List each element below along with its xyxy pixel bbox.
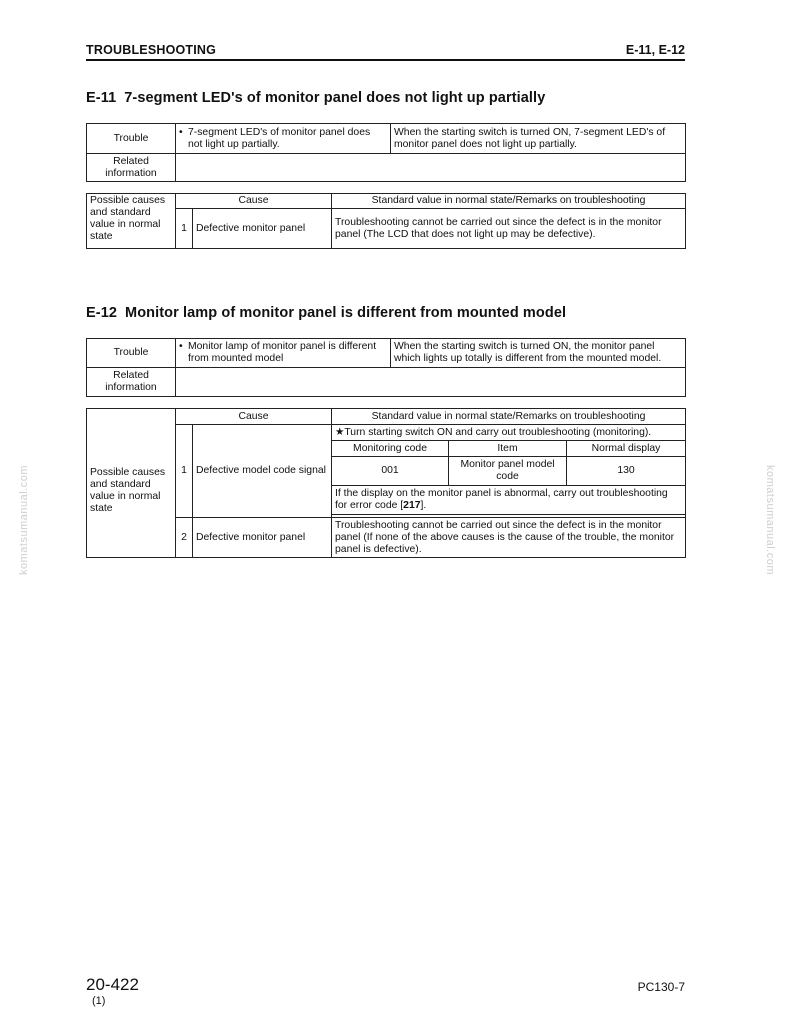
e11-code: E-11 [86,90,117,106]
e12-trouble-label: Trouble [87,339,176,368]
watermark-right: komatsumanual.com [764,465,776,575]
e12-row1-no: 1 [176,425,193,518]
section-header: TROUBLESHOOTING [86,43,217,57]
e12-related-label: Related information [87,368,176,397]
error-codes-header: E-11, E-12 [625,43,685,57]
e11-trouble-detail: When the starting switch is turned ON, 7-segment LED's of monitor panel does not light up partially. [391,124,686,154]
e12-col-cause: Cause [176,409,332,425]
star-icon: ★ [335,426,345,438]
e11-col-cause: Cause [176,194,332,209]
e11-col-standard: Standard value in normal state/Remarks on troubleshooting [332,194,686,209]
e11-row1-remark: Troubleshooting cannot be carried out since the defect is in the monitor panel (The LCD that does not light up may be defective). [332,209,686,249]
e12-row2-cause: Defective monitor panel [193,518,332,558]
e11-row1-no: 1 [176,209,193,249]
error-code-link: 217 [403,500,421,511]
e12-causes-label: Possible causes and standard value in normal state [87,425,176,558]
header-rule [86,59,685,61]
e11-causes-table [86,193,686,249]
e11-trouble-item: • 7-segment LED's of monitor panel does not light up partially. [176,124,391,154]
e12-row2-no: 2 [176,518,193,558]
e11-related-value [176,154,686,182]
e11-trouble-item-text: 7-segment LED's of monitor panel does not light up partially. [188,126,371,150]
e11-related-label: Related information [87,154,176,182]
e11-trouble-table [86,123,686,182]
e12-trouble-detail: When the starting switch is turned ON, the monitor panel which lights up totally is different from the mounted model. [391,339,686,368]
e12-row1-cause: Defective model code signal [193,425,332,518]
e12-sub-header-display: Normal display [567,441,686,457]
page-number: 20-422 [86,975,139,994]
e12-title-text: Monitor lamp of monitor panel is different from mounted model [125,305,567,321]
watermark-left: komatsumanual.com [18,465,30,575]
e12-trouble-item-text: Monitor lamp of monitor panel is different from mounted model [188,341,377,364]
e11-row1-cause: Defective monitor panel [193,209,332,249]
e11-title [86,90,545,106]
e12-sub-value-item: Monitor panel model code [449,457,567,486]
revision: (1) [92,995,106,1007]
e12-col-standard: Standard value in normal state/Remarks on troubleshooting [332,409,686,425]
e12-sub-value-code: 001 [332,457,449,486]
e12-title [86,305,566,321]
e11-trouble-label: Trouble [87,124,176,154]
e11-title-text: 7-segment LED's of monitor panel does not light up partially [124,90,546,106]
e12-row2-remark: Troubleshooting cannot be carried out since the defect is in the monitor panel (If none of the above causes is the cause of the trouble, the monitor panel is defective). [332,518,686,558]
e12-trouble-table [86,338,686,397]
e12-sub-header-item: Item [449,441,567,457]
e12-causes-table [86,408,686,558]
e11-causes-label: Possible causes and standard value in normal state [87,194,176,249]
e12-related-value [176,368,686,397]
e12-causes-label-top [87,409,176,425]
e12-row1-note-text: Turn starting switch ON and carry out troubleshooting (monitoring). [344,426,652,438]
e12-sub-value-display: 130 [567,457,686,486]
e12-trouble-item: • Monitor lamp of monitor panel is different from mounted model [176,339,391,368]
model-code: PC130-7 [637,980,685,994]
e12-row1-after-text: If the display on the monitor panel is abnormal, carry out troubleshooting for error code [ [335,488,668,511]
e12-sub-header-code: Monitoring code [332,441,449,457]
e12-row1-note [332,425,686,441]
e12-code: E-12 [86,305,118,321]
e12-row1-after [332,486,686,515]
e12-row1-after-end: ]. [420,500,427,511]
